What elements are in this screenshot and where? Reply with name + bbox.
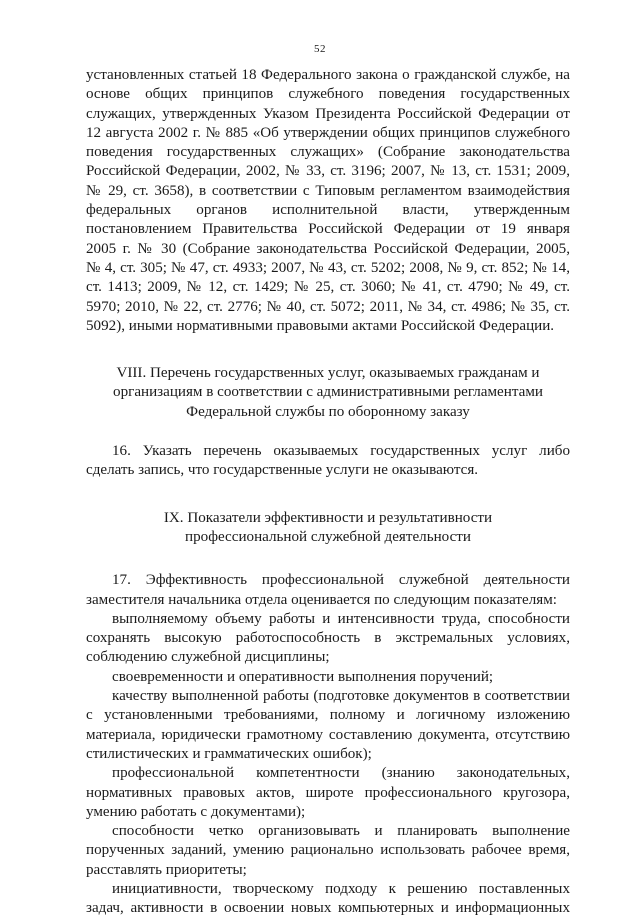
- text-line: инициативности, творческому подходу к решению поставленных: [112, 880, 570, 897]
- text-line: поведения государственных служащих» (Собрание законодательства: [86, 144, 570, 161]
- text-line: № 29, ст. 3658), в соответствии с Типовым регламентом взаимодействия: [86, 182, 570, 199]
- text-line: № 4, ст. 305; № 47, ст. 4933; 2007, № 43, ст. 5202; 2008, № 9, ст. 852; № 14,: [86, 259, 570, 276]
- text-line: соблюдению служебной дисциплины;: [86, 649, 330, 666]
- text-line: профессиональной компетентности (знанию законодательных,: [112, 765, 570, 782]
- criteria-item: [86, 822, 570, 880]
- text-line: своевременности и оперативности выполнения поручений;: [112, 668, 494, 685]
- text-line: выполняемому объему работы и интенсивности труда, способности: [112, 610, 570, 627]
- text-line: федеральных органов исполнительной власти, утвержденным: [86, 202, 570, 219]
- page-number: 52: [314, 43, 326, 55]
- text-line: Российской Федерации, 2002, № 33, ст. 3196; 2007, № 13, ст. 1531; 2009,: [86, 163, 570, 180]
- text-line: материала, юридически грамотному составлению документа, отсутствию: [86, 726, 570, 743]
- heading-line: Федеральной службы по оборонному заказу: [186, 403, 470, 420]
- text-line: основе общих принципов служебного поведения государственных: [86, 86, 570, 103]
- text-line: сохранять высокую работоспособность в экстремальных условиях,: [86, 630, 570, 647]
- text-line: умению работать с документами);: [86, 803, 306, 820]
- heading-line: организациям в соответствии с административными регламентами: [113, 384, 543, 401]
- paragraph-17: [86, 571, 570, 610]
- criteria-item: [86, 610, 570, 668]
- text-line: нормативных правовых актов, широте профессионального кругозора,: [86, 784, 570, 801]
- text-line: заместителя начальника отдела оценивается по следующим показателям:: [86, 591, 557, 608]
- text-line: ст. 1413; 2009, № 12, ст. 1429; № 25, ст. 3060; № 41, ст. 4790; № 49, ст.: [86, 279, 570, 296]
- text-line: способности четко организовывать и планировать выполнение: [112, 823, 570, 840]
- page-content: [86, 66, 570, 919]
- section-9-heading: [86, 509, 570, 548]
- text-line: 5970; 2010, № 22, ст. 2776; № 40, ст. 5072; 2011, № 34, ст. 4986; № 35, ст.: [86, 298, 570, 315]
- text-line: качеству выполненной работы (подготовке документов в соответствии: [112, 688, 570, 705]
- criteria-list: [86, 610, 570, 919]
- heading-line: VIII. Перечень государственных услуг, оказываемых гражданам и: [116, 365, 540, 382]
- text-line: сделать запись, что государственные услуги не оказываются.: [86, 462, 479, 479]
- intro-paragraph: [86, 66, 570, 336]
- section-8-heading: [86, 364, 570, 422]
- text-line: порученных заданий, умению рационально использовать рабочее время,: [86, 842, 570, 859]
- text-line: 12 августа 2002 г. № 885 «Об утверждении общих принципов служебного: [86, 124, 570, 141]
- text-line: стилистических и грамматических ошибок);: [86, 745, 372, 762]
- text-line: 5092), иными нормативными правовыми актами Российской Федерации.: [86, 317, 555, 334]
- text-line: с установленными требованиями, полному и логичному изложению: [86, 707, 570, 724]
- text-line: расставлять приоритеты;: [86, 861, 247, 878]
- heading-line: профессиональной служебной деятельности: [185, 528, 471, 545]
- criteria-item: [86, 668, 570, 687]
- text-line: служащих, утвержденных Указом Президента Российской Федерации от: [86, 105, 570, 122]
- text-line: 17. Эффективность профессиональной служебной деятельности: [112, 572, 570, 589]
- criteria-item: [86, 687, 570, 764]
- text-line: установленных статьей 18 Федерального закона о гражданской службе, на: [86, 67, 570, 83]
- criteria-item: [86, 880, 570, 919]
- text-line: задач, активности в освоении новых компьютерных и информационных: [86, 900, 570, 917]
- heading-line: IX. Показатели эффективности и результативности: [163, 509, 493, 526]
- text-line: 2005 г. № 30 (Собрание законодательства Российской Федерации, 2005,: [86, 240, 570, 257]
- paragraph-16: [86, 442, 570, 481]
- text-line: 16. Указать перечень оказываемых государственных услуг либо: [112, 443, 570, 460]
- criteria-item: [86, 764, 570, 822]
- text-line: постановлением Правительства Российской Федерации от 19 января: [86, 221, 570, 238]
